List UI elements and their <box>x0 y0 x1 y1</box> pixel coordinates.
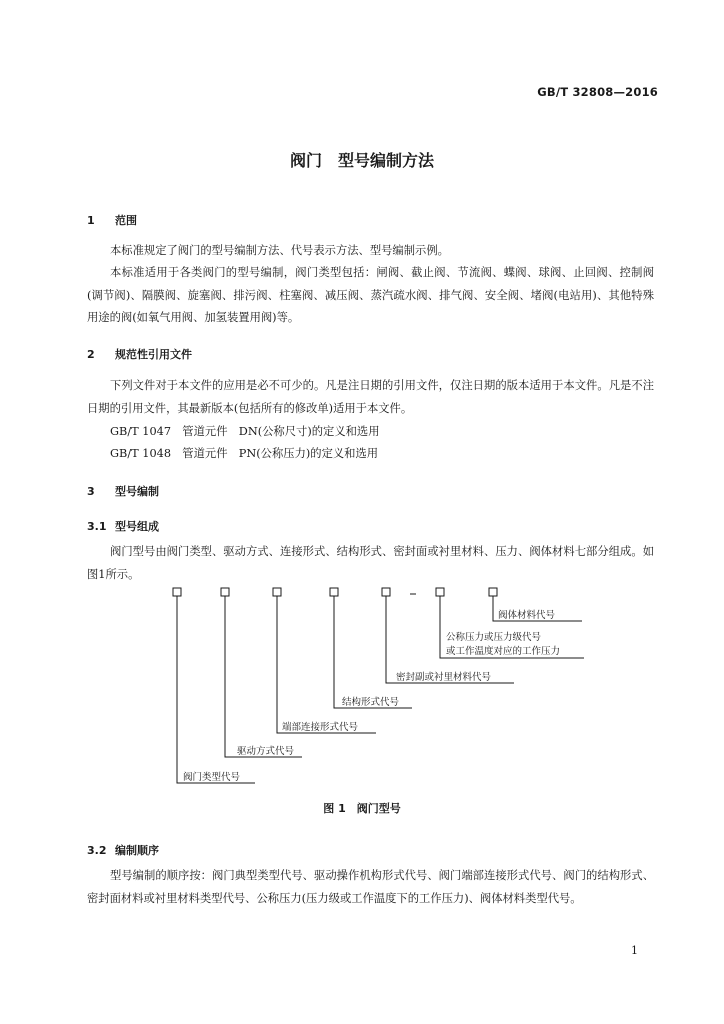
scope-paragraph-2: 本标准适用于各类阀门的型号编制，阀门类型包括：闸阀、截止阀、节流阀、蝶阀、球阀、止回阀、控制阀(调节阀)、隔膜阀、旋塞阀、排污阀、柱塞阀、减压阀、蒸汽疏水阀、排气阀、安全阀、堵阀(电站用)、其他特殊用途的阀(如氧气用阀、加氢装置用阀)等。 <box>87 266 654 324</box>
label-pressure-1: 公称压力或压力级代号 <box>446 632 542 643</box>
code-box-5 <box>382 588 390 596</box>
code-box-6 <box>436 588 444 596</box>
code-box-7 <box>489 588 497 596</box>
label-structure: 结构形式代号 <box>342 697 400 708</box>
section-title: 规范性引用文件 <box>115 348 192 361</box>
section-3-2-heading <box>87 842 159 858</box>
document-title: 阀门 型号编制方法 <box>289 151 434 170</box>
section-number: 3.2 <box>87 844 107 857</box>
code-box-4 <box>330 588 338 596</box>
label-body-material: 阀体材料代号 <box>498 610 556 621</box>
reference-item: GB/T 1048 管道元件 PN(公称压力)的定义和选用 <box>110 447 379 460</box>
code-box-3 <box>273 588 281 596</box>
section-title: 编制顺序 <box>115 844 159 857</box>
code-box-2 <box>221 588 229 596</box>
section-title: 范围 <box>115 214 137 227</box>
section-title: 型号编制 <box>115 485 159 498</box>
composition-paragraph: 阀门型号由阀门类型、驱动方式、连接形式、结构形式、密封面或衬里材料、压力、阀体材料七部分组成。如图1所示。 <box>87 545 654 581</box>
label-end-connection: 端部连接形式代号 <box>282 722 359 733</box>
scope-paragraph-1: 本标准规定了阀门的型号编制方法、代号表示方法、型号编制示例。 <box>110 244 449 257</box>
order-paragraph: 型号编制的顺序按：阀门典型类型代号、驱动操作机构形式代号、阀门端部连接形式代号、阀门的结构形式、密封面材料或衬里材料类型代号、公称压力(压力级或工作温度下的工作压力)、阀体材料类型代号。 <box>87 869 654 905</box>
references-paragraph: 下列文件对于本文件的应用是必不可少的。凡是注日期的引用文件，仅注日期的版本适用于本文件。凡是不注日期的引用文件，其最新版本(包括所有的修改单)适用于本文件。 <box>87 379 654 415</box>
section-title: 型号组成 <box>115 520 159 533</box>
leader-line-3 <box>277 596 376 733</box>
label-valve-type: 阀门类型代号 <box>183 772 241 783</box>
section-number: 1 <box>87 214 95 227</box>
label-pressure-2: 或工作温度对应的工作压力 <box>446 646 561 657</box>
reference-item: GB/T 1047 管道元件 DN(公称尺寸)的定义和选用 <box>110 425 380 438</box>
page-number: 1 <box>631 944 638 957</box>
leader-line-4 <box>334 596 412 708</box>
section-number: 3.1 <box>87 520 107 533</box>
section-number: 2 <box>87 348 95 361</box>
label-drive-type: 驱动方式代号 <box>237 746 295 757</box>
standard-number: GB/T 32808—2016 <box>537 85 658 99</box>
label-seal-material: 密封副或衬里材料代号 <box>396 672 492 683</box>
code-box-1 <box>173 588 181 596</box>
figure-caption: 图 1 阀门型号 <box>323 802 401 815</box>
section-number: 3 <box>87 485 95 498</box>
